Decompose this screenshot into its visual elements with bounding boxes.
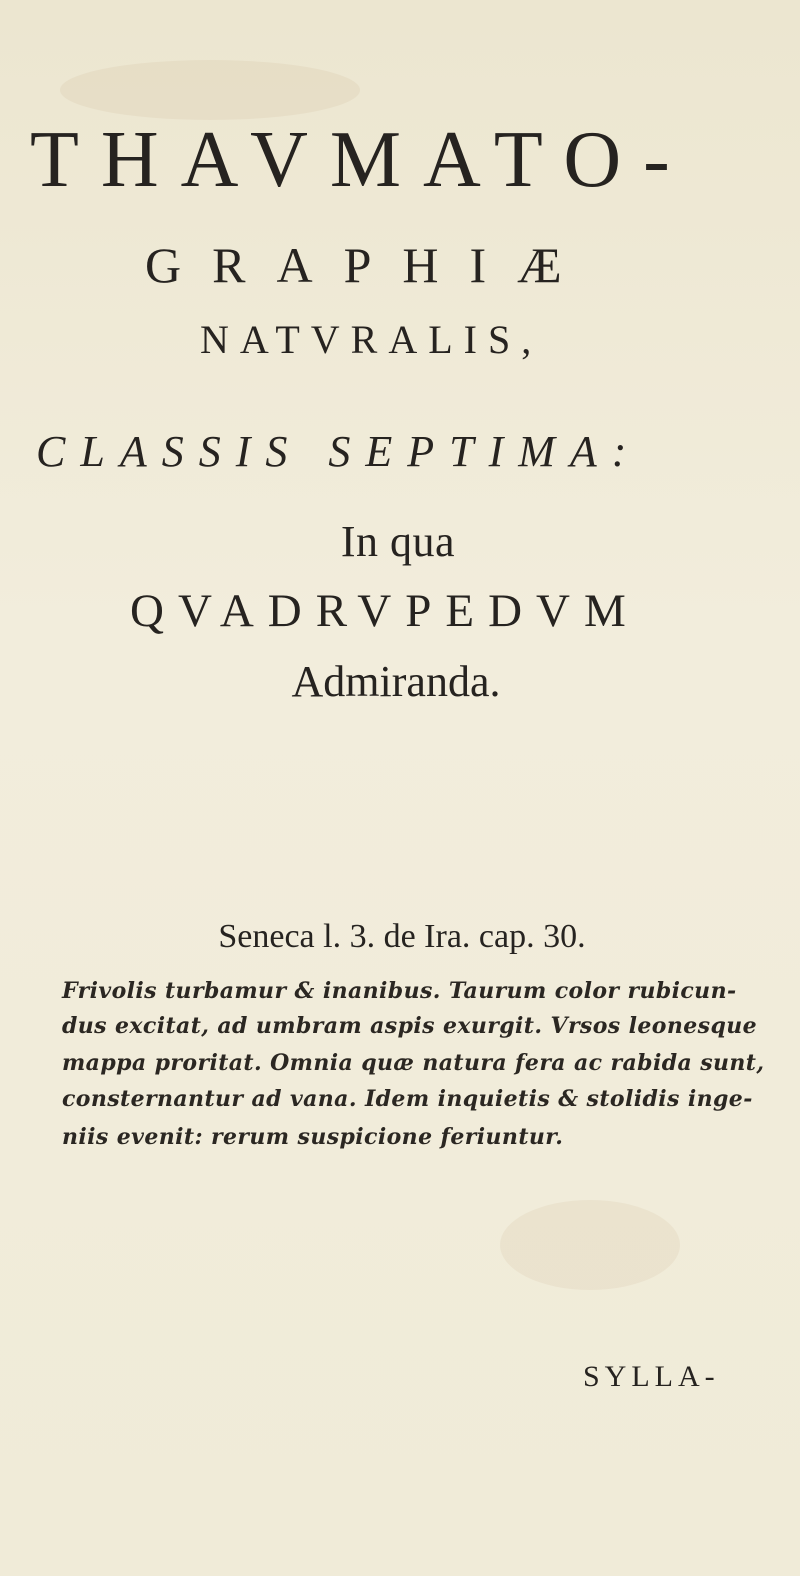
catchword: SYLLA- <box>583 1360 720 1393</box>
quadrupedum-heading: QVADRVPEDVM <box>130 585 640 637</box>
paper-stain <box>500 1200 680 1290</box>
epigraph-line: mappa proritat. Omnia quæ natura fera ac rabida sunt, <box>62 1050 765 1076</box>
admiranda-text: Admiranda. <box>291 657 501 706</box>
epigraph-line: consternantur ad vana. Idem inquietis & stolidis inge- <box>62 1086 753 1112</box>
epigraph-line: niis evenit: rerum suspicione feriuntur. <box>62 1124 564 1150</box>
epigraph-citation: Seneca l. 3. de Ira. cap. 30. <box>218 918 586 955</box>
epigraph-line: dus excitat, ad umbram aspis exurgit. Vrsos leonesque <box>62 1013 758 1039</box>
in-qua-text: In qua <box>340 517 456 566</box>
epigraph-line: Frivolis turbamur & inanibus. Taurum color rubicun- <box>62 978 737 1004</box>
title-line-1: THAVMATO- <box>30 116 692 204</box>
title-line-2: GRAPHIÆ <box>145 237 593 293</box>
title-line-3: NATVRALIS, <box>200 317 543 362</box>
class-heading: CLASSIS SEPTIMA: <box>36 427 642 476</box>
paper-stain <box>60 60 360 120</box>
